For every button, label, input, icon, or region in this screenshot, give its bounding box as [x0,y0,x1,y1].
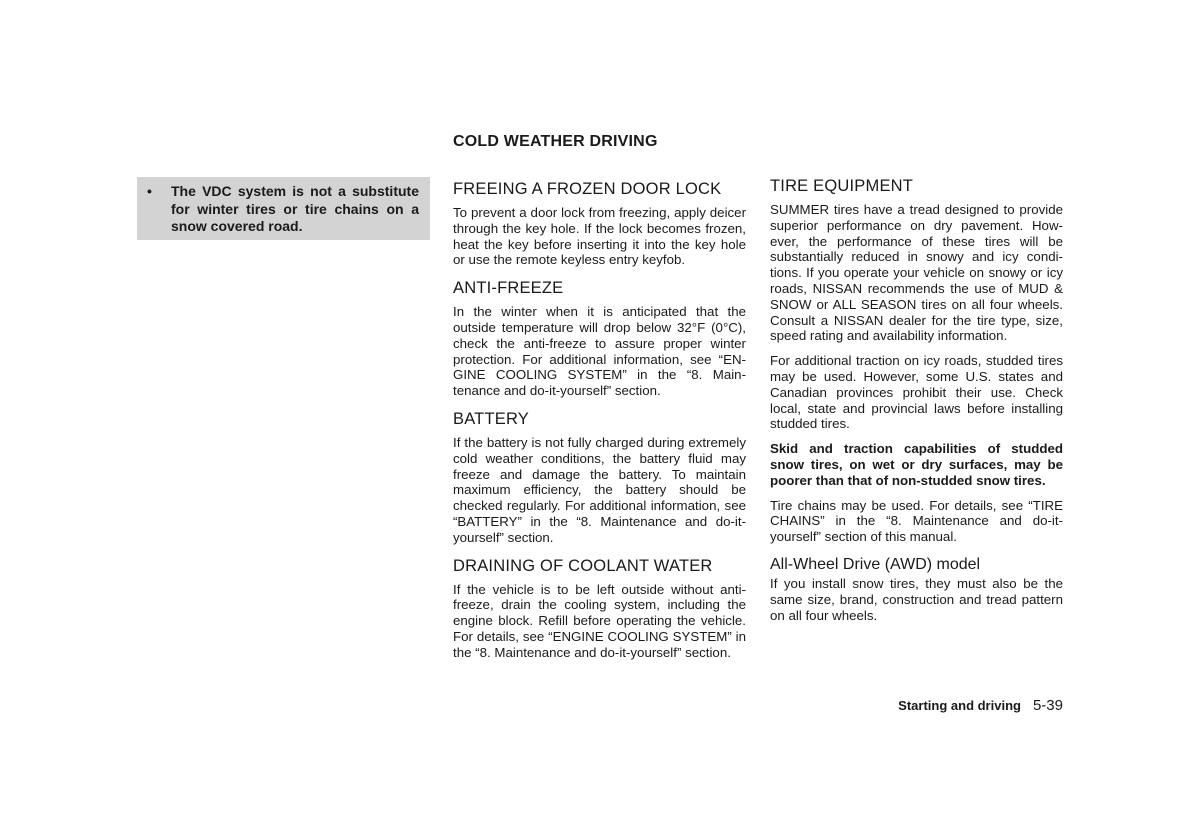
awd-heading: All-Wheel Drive (AWD) model [770,555,981,573]
studded-tires-caution: Skid and traction capabilities of studded snow tires, on wet or dry surfaces, may be poorer than that of non-studded snow tires. [770,441,1063,488]
footer-section-name: Starting and driving [898,698,1021,713]
draining-coolant-heading: DRAINING OF COOLANT WATER [453,556,713,575]
awd-text: If you install snow tires, they must also be the same size, brand, construction and tread pattern on all four wheels. [770,575,1063,623]
page-footer [770,696,1063,716]
middle-column [453,178,746,661]
anti-freeze-text: In the winter when it is anticipated that the outside temperature will drop below 32°F (0°C), check the anti-freeze to assure proper winter protection. For additional information, see “EN-GINE COOLING SYSTEM” in the “8. Main-tenance and do-it-yourself” section. [453,304,746,399]
page-number: 5-39 [1032,697,1063,714]
tire-chains-text: Tire chains may be used. For details, see “TIRE CHAINS” in the “8. Maintenance and do-it-yourself” section of this manual. [770,497,1063,545]
bullet-icon: • [147,183,152,199]
warning-text: The VDC system is not a substitute for winter tires or tire chains on a snow covered road. [171,183,419,234]
anti-freeze-heading: ANTI-FREEZE [453,279,564,298]
draining-coolant-text: If the vehicle is to be left outside without anti-freeze, drain the cooling system, including the engine block. Refill before operating the vehicle. For details, see “ENGINE COOLING SYSTEM” in the “8. Maintenance and do-it-yourself” section. [453,581,746,660]
right-column [770,175,1063,623]
tire-equipment-heading: TIRE EQUIPMENT [770,177,914,195]
tire-equipment-text-2: For additional traction on icy roads, studded tires may be used. However, some U.S. states and Canadian provinces prohibit their use. Check local, state and provincial laws before installing studded tires. [770,353,1063,432]
page-title: COLD WEATHER DRIVING [453,133,658,150]
freeing-door-lock-heading: FREEING A FROZEN DOOR LOCK [453,180,722,198]
tire-equipment-text-1: SUMMER tires have a tread designed to provide superior performance on dry pavement. How-ever, the performance of these tires will be substantially reduced in snowy and icy condi-tions. If you operate your vehicle on snowy or icy roads, NISSAN recommends the use of MUD & SNOW or ALL SEASON tires on all four wheels. Consult a NISSAN dealer for the tire type, size, speed rating and availability information. [770,202,1063,344]
warning-list-item [147,183,419,236]
vdc-warning-box [137,177,430,240]
freeing-door-lock-text: To prevent a door lock from freezing, apply deicer through the key hole. If the lock becomes frozen, heat the key before inserting it into the key hole or use the remote keyless entry keyfob. [453,205,746,268]
battery-heading: BATTERY [453,409,529,428]
battery-text: If the battery is not fully charged during extremely cold weather conditions, the battery fluid may freeze and damage the battery. To maintain maximum efficiency, the battery should be checked regularly. For additional information, see “BATTERY” in the “8. Maintenance and do-it-yourself” section. [453,434,746,545]
